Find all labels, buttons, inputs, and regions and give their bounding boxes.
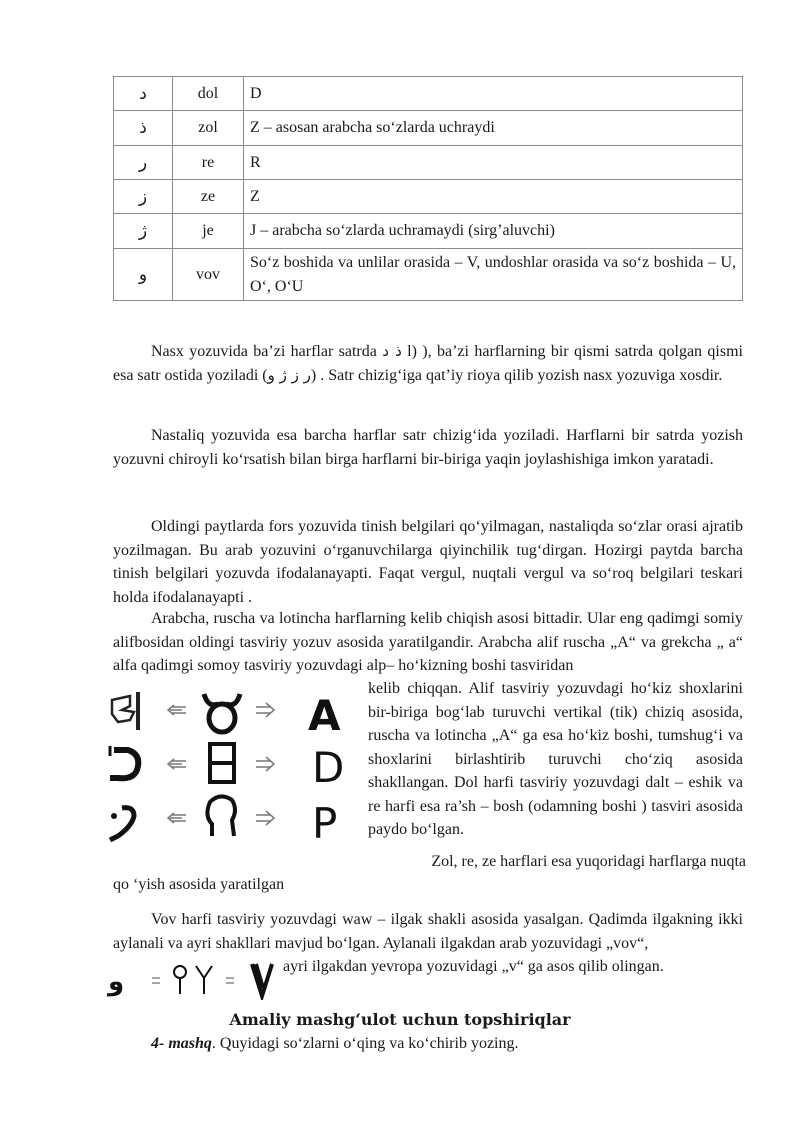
letter-evolution-figure — [100, 690, 360, 850]
paragraph-punctuation: Oldingi paytlarda fors yozuvida tinish belgilari qo‘yilmagan, nastaliqda so‘zlar orasi ajratib yozilmagan. Bu arab yozuvini o‘rganuvchilarga qiyinchilik tug‘dirgan. Hozirgi paytda barcha tinish belgilari yozuvda ifodalanayapti. Faqat vergul, nuqtali vergul va so‘roq belgilari teskari holda ifodalanayapti . — [113, 518, 743, 606]
ox-head-icon — [204, 694, 240, 732]
letter-name: dol — [173, 77, 244, 111]
arrow-left-icon — [168, 759, 186, 769]
alif-pictograph-icon — [112, 692, 138, 730]
arrow-right-icon — [256, 811, 274, 825]
latin-v-icon — [252, 964, 272, 996]
table-row — [114, 180, 743, 214]
arrow-right-icon — [256, 757, 274, 771]
para1-arabic-2: ر ز ژ و — [267, 365, 311, 384]
exercise-label: 4- mashq — [151, 1035, 212, 1052]
paragraph-nasx — [113, 340, 743, 387]
arabic-letter: ژ — [114, 214, 173, 249]
table-row — [114, 146, 743, 180]
letter-name: je — [173, 214, 244, 249]
arabic-letter: و — [114, 249, 173, 301]
door-icon — [210, 744, 234, 782]
table-row — [114, 214, 743, 249]
letter-name: ze — [173, 180, 244, 214]
paragraph-vov: Vov harfi tasviriy yozuvdagi waw – ilgak shakli asosida yasalgan. Qadimda ilgakning ikki aylanali va ayri shakllari mavjud bo‘lgan. Aylanali ilgakdan arab yozuvidagi „vov“, — [113, 911, 743, 952]
letter-description: R — [244, 146, 743, 180]
exercise-text: . Quyidagi so‘zlarni o‘qing va ko‘chirib yozing. — [211, 1035, 519, 1052]
arabic-letter: ذ — [114, 111, 173, 146]
latin-letter-a: A — [308, 691, 341, 740]
letter-description: Z – asosan arabcha so‘zlarda uchraydi — [244, 111, 743, 146]
arrow-left-icon — [168, 813, 186, 823]
human-head-icon — [207, 796, 235, 836]
latin-letter-p: P — [312, 799, 338, 848]
paragraph-vov-end: ayri ilgakdan yevropa yozuvidagi „v“ ga asos qilib olingan. — [283, 958, 664, 975]
arrow-right-icon — [256, 703, 274, 717]
re-letter-icon — [110, 808, 134, 840]
vov-arabic-letter: و — [108, 967, 125, 997]
para1-text-c: ) . Satr chizig‘iga qat’iy rioya qilib yozish nasx yozuviga xosdir. — [310, 366, 723, 384]
paragraph-zol-line1: Zol, re, ze harflari esa yuqoridagi harflarga nuqta — [431, 853, 746, 870]
letters-table — [113, 76, 743, 301]
hook-pictograph-icon — [174, 966, 212, 994]
section-heading: Amaliy mashg‘ulot uchun topshiriqlar — [229, 1010, 571, 1029]
arabic-letter: ز — [114, 180, 173, 214]
table-row — [114, 249, 743, 301]
para1-text-a: Nasx yozuvida ba’zi harflar satrda — [151, 343, 383, 360]
arabic-letter: ر — [114, 146, 173, 180]
para1-text-b: l) ), ba’zi harflarning bir qismi satrda qolgan qismi esa satr ostida yoziladi ( — [113, 343, 743, 384]
arabic-letter: د — [114, 77, 173, 111]
table-row — [114, 77, 743, 111]
paragraph-zol-line2: qo ‘yish asosida yaratilgan — [113, 876, 285, 893]
para1-arabic-1: ذ د — [382, 342, 402, 360]
arrow-left-icon — [152, 978, 160, 983]
exercise-line — [151, 1032, 519, 1055]
dol-letter-icon — [110, 746, 138, 778]
letter-name: vov — [173, 249, 244, 301]
letter-name: zol — [173, 111, 244, 146]
vov-evolution-figure — [100, 958, 285, 1000]
paragraph-origin-continued: kelib chiqqan. Alif tasviriy yozuvdagi ho‘kiz shoxlarini bir-biriga bog‘lab turuvchi vertikal (tik) chiziq asosida, ruscha va lotincha „A“ ga esa ho‘kiz boshi, tumshug‘i va shoxlarini birlashtirib turuvchi cho‘ziq asosida shakllangan. Dol harfi tasviriy yozuvdagi dalt – eshik va re harfi esa ra’sh – bosh (odamning boshi ) tasviri asosida paydo bo‘lgan. — [368, 680, 743, 838]
latin-letter-d: D — [312, 743, 345, 792]
letter-name: re — [173, 146, 244, 180]
table-row — [114, 111, 743, 146]
paragraph-nastaliq: Nastaliq yozuvida esa barcha harflar satr chizig‘ida yoziladi. Harflarni bir satrda yozish yozuvni chiroyli ko‘rsatish bilan birga harflarni bir-biriga yaqin joylashishiga imkon yaratadi. — [113, 427, 743, 468]
letter-description: J – arabcha so‘zlarda uchramaydi (sirg’aluvchi) — [244, 214, 743, 249]
letter-description: D — [244, 77, 743, 111]
letter-description: So‘z boshida va unlilar orasida – V, undoshlar orasida va so‘z boshida – U, O‘, O‘U — [244, 249, 743, 301]
paragraph-origin: Arabcha, ruscha va lotincha harflarning kelib chiqish asosi bittadir. Ular eng qadimgi somiy alifbosidan oldingi tasviriy yozuv asosida yaratilgandir. Arabcha alif ruscha „A“ va grekcha „ a“ alfa qadimgi somoy tasviriy yozuvdagi alp– ho‘kizning boshi tasviridan — [113, 610, 743, 674]
arrow-left-icon — [168, 705, 186, 715]
arrow-right-icon — [226, 978, 234, 983]
letter-description: Z — [244, 180, 743, 214]
